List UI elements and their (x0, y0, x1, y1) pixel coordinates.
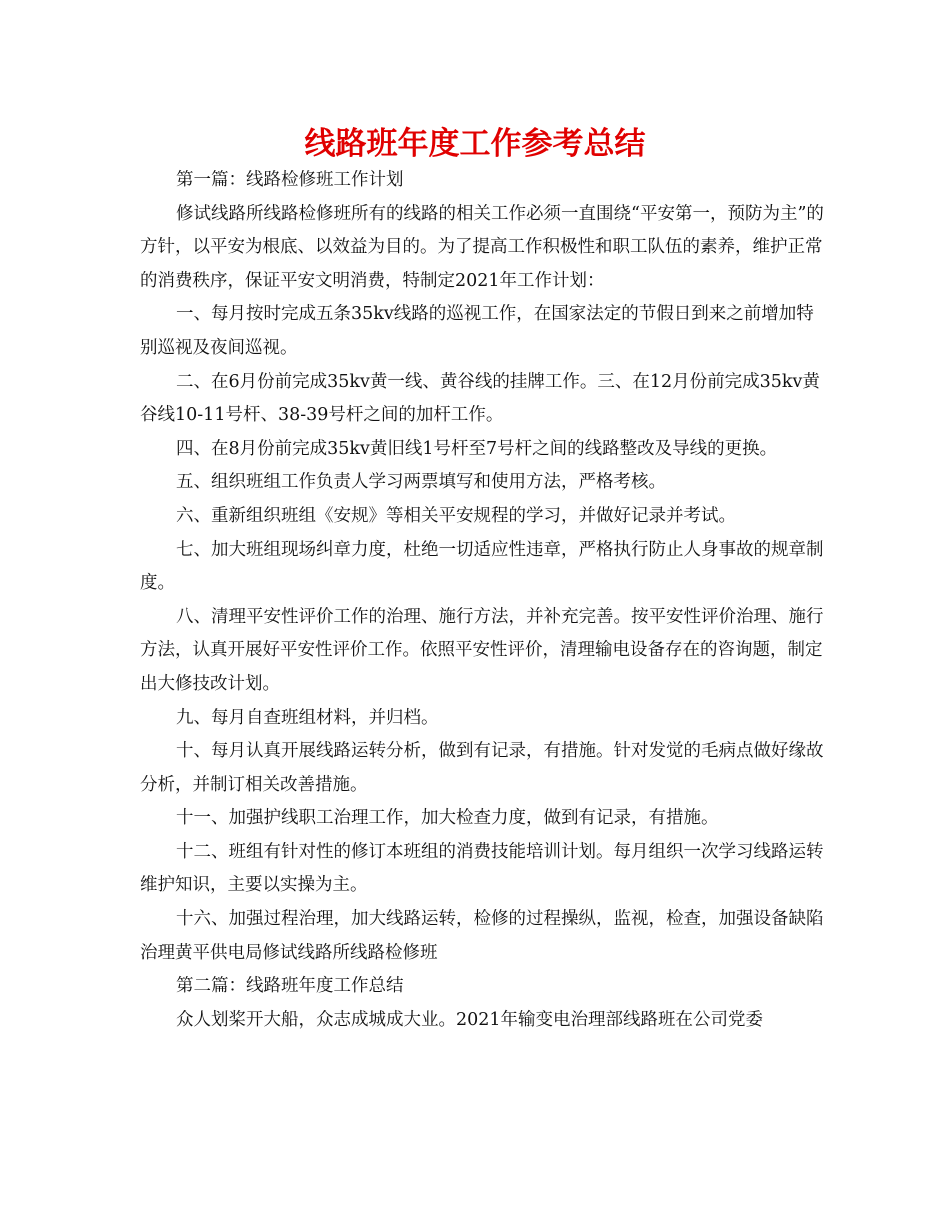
paragraph: 十二、班组有针对性的修订本班组的消费技能培训计划。每月组织一次学习线路运转维护知识，主要以实操为主。 (140, 841, 824, 896)
paragraph: 二、在6月份前完成35kv黄一线、黄谷线的挂牌工作。三、在12月份前完成35kv黄谷线10-11号杆、38-39号杆之间的加杆工作。 (140, 371, 820, 426)
paragraph: 修试线路所线路检修班所有的线路的相关工作必须一直围绕“平安第一，预防为主”的方针，以平安为根底、以效益为目的。为了提高工作积极性和职工队伍的素养，维护正常的消费秩序，保证平安文明消费，特制定2021年工作计划： (140, 203, 824, 291)
paragraph: 十、每月认真开展线路运转分析，做到有记录，有措施。针对发觉的毛病点做好缘故分析，并制订相关改善措施。 (140, 741, 824, 795)
paragraph: 众人划桨开大船，众志成城成大业。2021年输变电治理部线路班在公司党委 (176, 1009, 764, 1030)
paragraph: 一、每月按时完成五条35kv线路的巡视工作，在国家法定的节假日到来之前增加特别巡视及夜间巡视。 (140, 304, 814, 358)
document-body (140, 164, 830, 1037)
paragraph: 五、组织班组工作负责人学习两票填写和使用方法，严格考核。 (176, 472, 666, 493)
paragraph: 四、在8月份前完成35kv黄旧线1号杆至7号杆之间的线路整改及导线的更换。 (176, 438, 778, 459)
document-title: 线路班年度工作参考总结 (304, 126, 646, 162)
paragraph: 十一、加强护线职工治理工作，加大检查力度，做到有记录，有措施。 (176, 808, 719, 829)
paragraph-heading-2: 第二篇：线路班年度工作总结 (176, 976, 404, 997)
paragraph: 八、清理平安性评价工作的治理、施行方法，并补充完善。按平安性评价治理、施行方法，认真开展好平安性评价工作。依照平安性评价，清理输电设备存在的咨询题，制定出大修技改计划。 (140, 606, 824, 694)
paragraph-heading-1: 第一篇：线路检修班工作计划 (176, 170, 404, 190)
paragraph: 九、每月自查班组材料，并归档。 (176, 707, 439, 728)
paragraph: 六、重新组织班组《安规》等相关平安规程的学习，并做好记录并考试。 (176, 505, 736, 526)
paragraph: 十六、加强过程治理，加大线路运转，检修的过程操纵，监视，检查，加强设备缺陷治理黄平供电局修试线路所线路检修班 (140, 909, 824, 963)
paragraph: 七、加大班组现场纠章力度，杜绝一切适应性违章，严格执行防止人身事故的规章制度。 (140, 539, 824, 594)
